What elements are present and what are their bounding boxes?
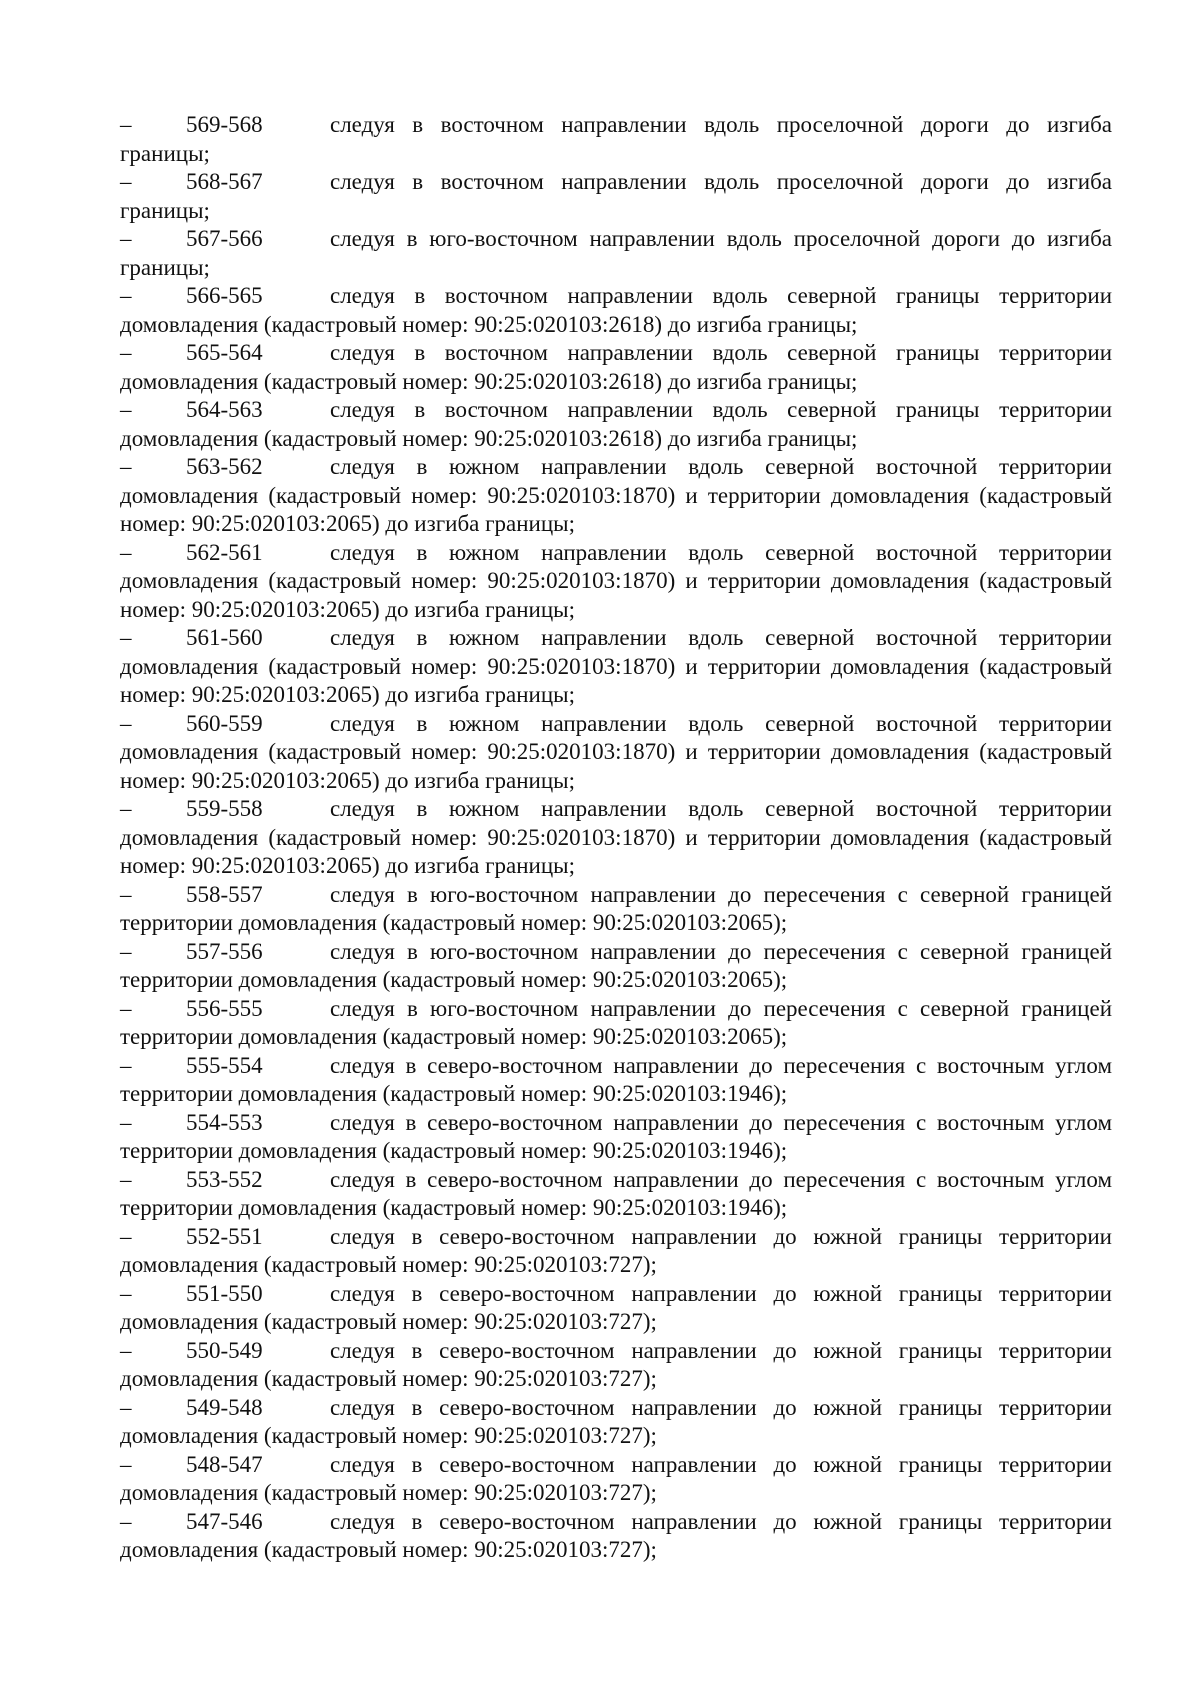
boundary-segment-entry — [120, 1223, 1112, 1280]
boundary-segment-entry — [120, 453, 1112, 539]
segment-code: 547-546 — [186, 1508, 263, 1534]
segment-code: 551-550 — [186, 1280, 263, 1306]
boundary-segment-entry — [120, 938, 1112, 995]
list-dash: – — [120, 881, 132, 907]
segment-code: 556-555 — [186, 995, 263, 1021]
segment-code: 562-561 — [186, 539, 263, 565]
list-dash: – — [120, 1394, 132, 1420]
boundary-segment-entry — [120, 168, 1112, 225]
list-dash: – — [120, 1052, 132, 1078]
list-dash: – — [120, 625, 132, 650]
boundary-segment-entry — [120, 225, 1112, 282]
segment-description: следуя в южном направлении вдоль северной восточной территории домовладения (кадастровый номер: 90:25:020103:1870) и территории домовладения (кадастровый номер: 90:25:020103:2065) до изгиба границы; — [120, 710, 1112, 793]
boundary-segment-entry — [120, 1052, 1112, 1109]
segment-description: следуя в северо-восточном направлении до пересечения с восточным углом территории домовладения (кадастровый номер: 90:25:020103:1946); — [120, 1109, 1112, 1163]
segment-description: следуя в северо-восточном направлении до пересечения с восточным углом территории домовладения (кадастровый номер: 90:25:020103:1946); — [120, 1166, 1112, 1220]
segment-description: следуя в юго-восточном направлении до пересечения с северной границей территории домовладения (кадастровый номер: 90:25:020103:2065); — [120, 881, 1112, 935]
list-dash: – — [120, 1280, 132, 1306]
segment-description: следуя в северо-восточном направлении до южной границы территории домовладения (кадастровый номер: 90:25:020103:727); — [120, 1508, 1112, 1562]
segment-code: 554-553 — [186, 1109, 263, 1135]
document-page — [120, 111, 1112, 1565]
segment-code: 558-557 — [186, 881, 263, 907]
segment-code: 566-565 — [186, 283, 263, 308]
list-dash: – — [120, 539, 132, 565]
segment-description: следуя в северо-восточном направлении до южной границы территории домовладения (кадастровый номер: 90:25:020103:727); — [120, 1223, 1112, 1277]
segment-description: следуя в юго-восточном направлении до пересечения с северной границей территории домовладения (кадастровый номер: 90:25:020103:2065); — [120, 995, 1112, 1049]
boundary-segment-entry — [120, 1337, 1112, 1394]
segment-code: 548-547 — [186, 1451, 263, 1477]
boundary-segment-entry — [120, 624, 1112, 710]
segment-code: 559-558 — [186, 796, 263, 821]
boundary-segment-entry — [120, 282, 1112, 339]
segment-code: 553-552 — [186, 1166, 263, 1192]
segment-description: следуя в восточном направлении вдоль северной границы территории домовладения (кадастровый номер: 90:25:020103:2618) до изгиба границы; — [120, 283, 1112, 337]
segment-code: 567-566 — [186, 226, 263, 251]
segment-code: 555-554 — [186, 1052, 263, 1078]
segment-description: следуя в северо-восточном направлении до пересечения с восточным углом территории домовладения (кадастровый номер: 90:25:020103:1946); — [120, 1052, 1112, 1106]
boundary-segment-entry — [120, 1280, 1112, 1337]
segment-description: следуя в северо-восточном направлении до южной границы территории домовладения (кадастровый номер: 90:25:020103:727); — [120, 1337, 1112, 1391]
list-dash: – — [120, 1166, 132, 1192]
segment-description: следуя в северо-восточном направлении до южной границы территории домовладения (кадастровый номер: 90:25:020103:727); — [120, 1394, 1112, 1448]
segment-code: 565-564 — [186, 340, 263, 365]
boundary-segment-entry — [120, 1508, 1112, 1565]
list-dash: – — [120, 112, 132, 137]
boundary-segment-entry — [120, 111, 1112, 168]
boundary-segment-entry — [120, 995, 1112, 1052]
boundary-segment-entry — [120, 1394, 1112, 1451]
list-dash: – — [120, 1451, 132, 1477]
segment-code: 569-568 — [186, 112, 263, 137]
segment-code: 561-560 — [186, 625, 263, 650]
list-dash: – — [120, 796, 132, 821]
list-dash: – — [120, 340, 132, 365]
segment-description: следуя в северо-восточном направлении до южной границы территории домовладения (кадастровый номер: 90:25:020103:727); — [120, 1280, 1112, 1334]
list-dash: – — [120, 169, 132, 194]
segment-description: следуя в северо-восточном направлении до южной границы территории домовладения (кадастровый номер: 90:25:020103:727); — [120, 1451, 1112, 1505]
segment-description: следуя в южном направлении вдоль северной восточной территории домовладения (кадастровый номер: 90:25:020103:1870) и территории домовладения (кадастровый номер: 90:25:020103:2065) до изгиба границы; — [120, 796, 1112, 878]
list-dash: – — [120, 283, 132, 308]
segment-description: следуя в южном направлении вдоль северной восточной территории домовладения (кадастровый номер: 90:25:020103:1870) и территории домовладения (кадастровый номер: 90:25:020103:2065) до изгиба границы; — [120, 454, 1112, 536]
list-dash: – — [120, 454, 132, 479]
list-dash: – — [120, 1337, 132, 1363]
segment-description: следуя в восточном направлении вдоль проселочной дороги до изгиба границы; — [120, 169, 1112, 223]
list-dash: – — [120, 1508, 132, 1534]
boundary-segment-entry — [120, 539, 1112, 625]
segment-description: следуя в восточном направлении вдоль северной границы территории домовладения (кадастровый номер: 90:25:020103:2618) до изгиба границы; — [120, 397, 1112, 451]
boundary-segment-entry — [120, 881, 1112, 938]
list-dash: – — [120, 397, 132, 422]
segment-code: 564-563 — [186, 397, 263, 422]
segment-description: следуя в восточном направлении вдоль северной границы территории домовладения (кадастровый номер: 90:25:020103:2618) до изгиба границы; — [120, 340, 1112, 394]
boundary-segment-entry — [120, 1166, 1112, 1223]
boundary-segment-entry — [120, 1109, 1112, 1166]
list-dash: – — [120, 995, 132, 1021]
list-dash: – — [120, 1109, 132, 1135]
boundary-segment-entry — [120, 396, 1112, 453]
segment-code: 560-559 — [186, 710, 263, 736]
segment-description: следуя в южном направлении вдоль северной восточной территории домовладения (кадастровый номер: 90:25:020103:1870) и территории домовладения (кадастровый номер: 90:25:020103:2065) до изгиба границы; — [120, 539, 1112, 622]
segment-code: 550-549 — [186, 1337, 263, 1363]
segment-description: следуя в юго-восточном направлении до пересечения с северной границей территории домовладения (кадастровый номер: 90:25:020103:2065); — [120, 938, 1112, 992]
list-dash: – — [120, 938, 132, 964]
segment-description: следуя в южном направлении вдоль северной восточной территории домовладения (кадастровый номер: 90:25:020103:1870) и территории домовладения (кадастровый номер: 90:25:020103:2065) до изгиба границы; — [120, 625, 1112, 707]
segment-code: 552-551 — [186, 1223, 263, 1249]
segment-code: 557-556 — [186, 938, 263, 964]
boundary-segment-entry — [120, 795, 1112, 881]
segment-code: 563-562 — [186, 454, 263, 479]
boundary-segment-entry — [120, 339, 1112, 396]
segment-description: следуя в восточном направлении вдоль проселочной дороги до изгиба границы; — [120, 112, 1112, 166]
segment-description: следуя в юго-восточном направлении вдоль проселочной дороги до изгиба границы; — [120, 226, 1112, 280]
boundary-segment-entry — [120, 710, 1112, 796]
list-dash: – — [120, 226, 132, 251]
list-dash: – — [120, 710, 132, 736]
boundary-segment-entry — [120, 1451, 1112, 1508]
segment-code: 568-567 — [186, 169, 263, 194]
list-dash: – — [120, 1223, 132, 1249]
segment-code: 549-548 — [186, 1394, 263, 1420]
